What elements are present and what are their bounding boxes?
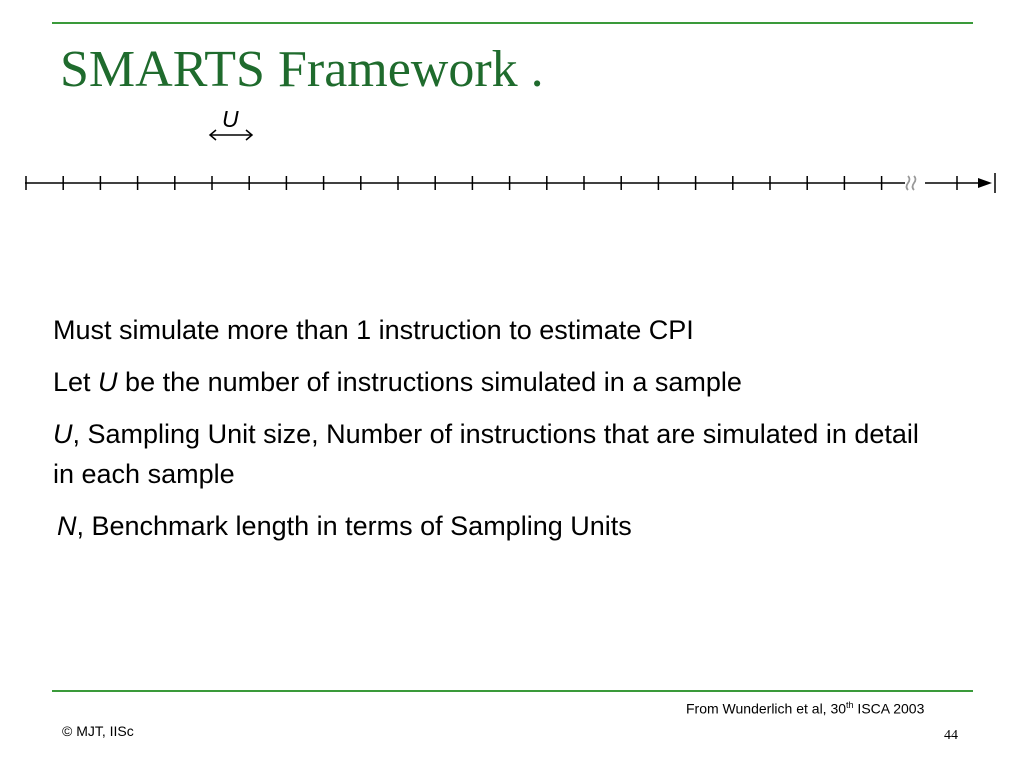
source-superscript: th	[846, 700, 854, 710]
sampling-unit-span-arrow	[208, 128, 254, 142]
source-text-end: ISCA 2003	[853, 700, 925, 717]
footer-copyright: © MJT, IISc	[62, 723, 134, 739]
bullet-prefix: Let	[53, 367, 99, 397]
timeline-break-mark	[913, 176, 916, 190]
sampling-unit-label: U	[222, 106, 239, 132]
source-text: From Wunderlich et al, 30	[686, 700, 847, 717]
slide-title: SMARTS Framework .	[60, 41, 544, 98]
instruction-timeline	[20, 168, 1000, 198]
timeline-break-mark	[907, 176, 910, 190]
bullet-italic-term: U	[53, 419, 73, 449]
bullet-item	[53, 310, 933, 350]
bullet-item	[53, 362, 933, 402]
bottom-rule	[52, 690, 973, 692]
bullet-item	[53, 506, 933, 546]
bullet-text: Must simulate more than 1 instruction to estimate CPI	[53, 315, 694, 345]
bullet-list	[53, 310, 933, 558]
bullet-item	[53, 414, 933, 494]
bullet-italic-term: N	[57, 511, 77, 541]
bullet-text: , Benchmark length in terms of Sampling Units	[76, 511, 632, 541]
bullet-italic-term: U	[98, 367, 118, 397]
source-citation	[686, 700, 924, 717]
timeline-arrowhead	[978, 178, 992, 188]
bullet-text: be the number of instructions simulated in a sample	[117, 367, 742, 397]
page-number: 44	[944, 728, 958, 743]
top-rule	[52, 22, 973, 24]
bullet-text: , Sampling Unit size, Number of instructions that are simulated in detail in each sample	[53, 419, 919, 489]
